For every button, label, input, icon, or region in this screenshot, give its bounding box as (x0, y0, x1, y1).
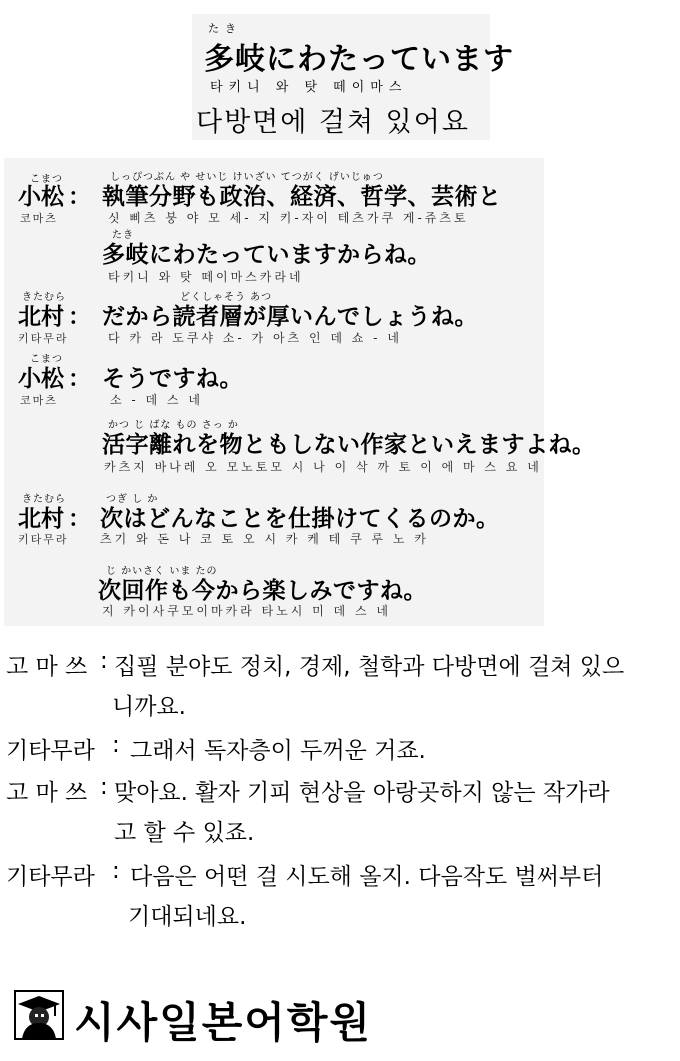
line-ruby: しっぴつぶん や せいじ けいざい てつがく げいじゅつ (110, 172, 384, 183)
speaker-name: 小松 (18, 184, 64, 210)
speaker-pronunciation: 코마츠 (20, 394, 58, 407)
graduate-portrait-icon (14, 990, 64, 1040)
translation-speaker: 고 마 쓰 (6, 780, 88, 806)
speaker-ruby: きたむら (22, 292, 66, 303)
translation-text-continued: 니까요. (112, 694, 186, 720)
japanese-line: そうですね。 (102, 366, 243, 392)
translation-colon: : (112, 858, 120, 884)
speaker-name: 小松 (18, 366, 64, 392)
line-ruby: じ かいさく いま たの (106, 566, 218, 577)
speaker-name: 北村 (18, 304, 64, 330)
translation-text: 다음은 어떤 걸 시도해 올지. 다음작도 벌써부터 (130, 864, 604, 890)
line-pronunciation: 지 카이사쿠모이마카라 타노시 미 데 스 네 (102, 604, 391, 618)
line-pronunciation: 츠기 와 돈 나 코 토 오 시 카 케 테 쿠 루 노 카 (100, 532, 429, 546)
translation-text: 그래서 독자층이 두꺼운 거죠. (130, 738, 426, 764)
translation-text-continued: 기대되네요. (128, 904, 247, 930)
line-ruby: どくしゃそう あつ (180, 292, 273, 303)
translation-text-continued: 고 할 수 있죠. (114, 820, 255, 846)
speaker-name: 北村 (18, 506, 64, 532)
line-ruby: たき (112, 230, 134, 241)
japanese-line: 多岐にわたっていますからね。 (102, 242, 431, 268)
translation-colon: : (112, 732, 120, 758)
title-korean: 다방면에 걸쳐 있어요 (196, 107, 470, 138)
translation-text: 맞아요. 활자 기피 현상을 아랑곳하지 않는 작가라 (114, 780, 610, 806)
colon: ： (68, 304, 91, 330)
line-pronunciation: 카츠지 바나레 오 모노토모 시 나 이 삭 까 토 이 에 마 스 요 네 (104, 460, 542, 474)
line-ruby: かつ じ ばな もの さっ か (108, 420, 239, 431)
speaker-ruby: こまつ (30, 354, 63, 365)
translation-speaker: 기타무라 (6, 738, 95, 764)
speaker-pronunciation: 키타무라 (18, 332, 69, 345)
academy-logo-text: 시사일본어학원 (74, 998, 373, 1047)
speaker-pronunciation: 키타무라 (18, 533, 69, 546)
japanese-line: 次回作も今から楽しみですね。 (98, 578, 427, 604)
title-japanese: 多岐にわたっています (204, 42, 514, 77)
line-ruby: つぎ し か (106, 494, 159, 505)
japanese-line: 執筆分野も政治、経済、哲学、芸術と (102, 184, 502, 210)
translation-text: 집필 분야도 정치, 경제, 철학과 다방면에 걸쳐 있으 (114, 654, 625, 680)
japanese-line: だから読者層が厚いんでしょうね。 (102, 304, 478, 330)
japanese-line: 次はどんなことを仕掛けてくるのか。 (100, 506, 500, 532)
colon: ： (68, 506, 91, 532)
translation-colon: : (100, 774, 108, 800)
colon: ： (68, 366, 91, 392)
line-pronunciation: 소 - 데 스 네 (110, 393, 203, 407)
speaker-ruby: こまつ (30, 174, 63, 185)
line-pronunciation: 다 카 라 도쿠샤 소- 가 아츠 인 데 쇼 - 네 (108, 331, 402, 345)
speaker-ruby: きたむら (22, 494, 66, 505)
title-furigana: たき (208, 22, 242, 35)
translation-speaker: 고 마 쓰 (6, 654, 88, 680)
line-pronunciation: 타키니 와 탓 떼이마스카라네 (108, 270, 304, 284)
translation-colon: : (100, 648, 108, 674)
colon: ： (68, 184, 91, 210)
speaker-pronunciation: 코마츠 (20, 212, 58, 225)
japanese-line: 活字離れを物ともしない作家といえますよね。 (102, 432, 596, 458)
translation-speaker: 기타무라 (6, 864, 95, 890)
line-pronunciation: 싯 삐츠 붕 야 모 세- 지 키-자이 테츠가쿠 게-쥬츠토 (108, 211, 469, 225)
title-pronunciation: 타키니 와 탓 떼이마스 (210, 80, 408, 95)
